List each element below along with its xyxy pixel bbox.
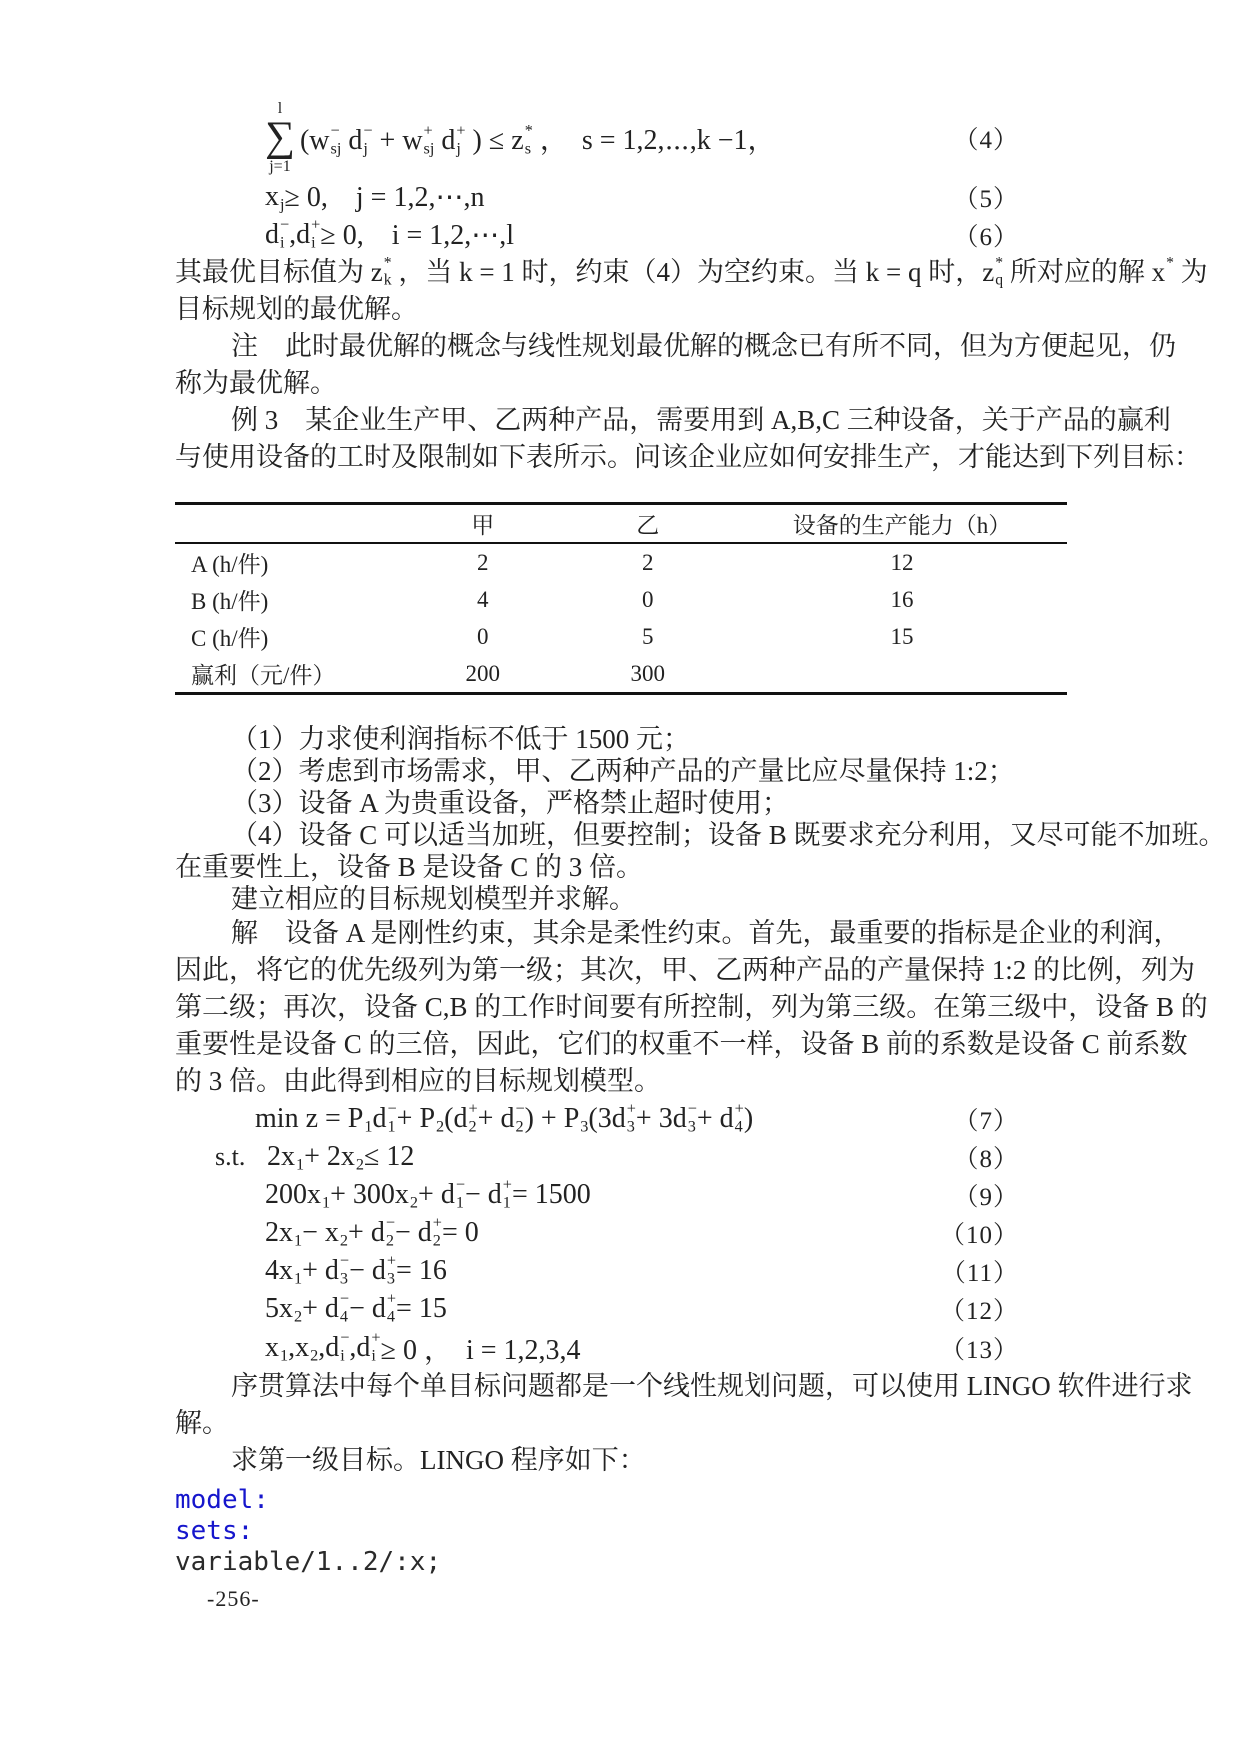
summation-lower-limit: j=1 <box>269 157 291 175</box>
task-statement: 建立相应的目标规划模型并求解。 <box>231 884 636 914</box>
summation-upper-limit: l <box>277 100 283 118</box>
table-cell: 2 <box>476 549 489 575</box>
solution-line-2: 因此，将它的优先级列为第一级；其次，甲、乙两种产品的产量保持 1:2 的比例，列为 <box>175 955 1195 985</box>
solution-line-3: 第二级；再次，设备 C,B 的工作时间要有所控制，列为第三级。在第三级中，设备 B 的 <box>175 992 1208 1022</box>
code-statement-variable: variable/1..2/:x; <box>175 1547 442 1577</box>
equation-9-number: （9） <box>953 1184 1019 1211</box>
equation-11-formula: 4 x 1 + d − 3 − d + 3 = 16 <box>265 1251 447 1288</box>
table-cell: 300 <box>559 655 737 694</box>
equation-10 <box>175 1214 1067 1252</box>
equation-7-number: （7） <box>953 1108 1019 1135</box>
equation-7 <box>175 1100 1067 1138</box>
table-header-yi: 乙 <box>559 504 737 544</box>
equation-10-formula: 2 x 1 − x 2 + d − 2 − d + 2 = 0 <box>265 1213 479 1250</box>
solution-line-4: 重要性是设备 C 的三倍，因此，它们的权重不一样，设备 B 前的系数是设备 C 前系数 <box>175 1029 1188 1059</box>
table-cell: 15 <box>890 623 914 649</box>
equation-5-formula: x j ≥ 0, j = 1,2,⋯,n <box>265 181 485 214</box>
paragraph-note-line-2: 称为最优解。 <box>175 368 337 398</box>
table-cell: 4 <box>476 586 489 612</box>
equation-12 <box>175 1290 1067 1328</box>
paragraph-optimal-line-2: 目标规划的最优解。 <box>175 294 418 324</box>
table-row-label: B (h/件) <box>191 589 269 614</box>
summation-symbol <box>265 100 295 175</box>
table-row-label: C (h/件) <box>191 626 269 651</box>
first-goal-line: 求第一级目标。LINGO 程序如下： <box>231 1445 646 1475</box>
table-header-capacity: 设备的生产能力（h） <box>737 504 1067 544</box>
table-row-label: A (h/件) <box>191 552 269 577</box>
equation-6-number: （6） <box>953 224 1019 251</box>
equation-6-formula: d − i , d + i ≥ 0, i = 1,2,⋯,l <box>265 215 515 252</box>
equation-12-formula: 5 x 2 + d − 4 − d + 4 = 15 <box>265 1289 447 1326</box>
paragraph-optimal-line-1: 其最优目标值为 z * k ，当 k = 1 时，约束（4）为空约束。当 k = q 时， z * q 所对应的解 x * 为 <box>175 254 1208 289</box>
paragraph-example-line-1: 例 3 某企业生产甲、乙两种产品，需要用到 A,B,C 三种设备，关于产品的赢利 <box>231 405 1171 435</box>
equation-11-number: （11） <box>940 1260 1019 1287</box>
table-cell: 0 <box>476 623 489 649</box>
goal-item-3: （3）设备 A 为贵重设备，严格禁止超时使用； <box>231 788 790 818</box>
paragraph-note-line-1: 注 此时最优解的概念与线性规划最优解的概念已有所不同，但为方便起见，仍 <box>231 331 1176 361</box>
solution-line-5: 的 3 倍。由此得到相应的目标规划模型。 <box>175 1066 661 1096</box>
sequential-line-1: 序贯算法中每个单目标问题都是一个线性规划问题，可以使用 LINGO 软件进行求 <box>231 1371 1193 1401</box>
equation-13-number: （13） <box>939 1337 1019 1364</box>
page-content <box>175 98 1226 1612</box>
production-table <box>175 502 1067 695</box>
table-cell <box>737 655 1067 694</box>
table-cell: 2 <box>641 549 654 575</box>
equation-13 <box>175 1328 1067 1368</box>
lingo-code-block <box>175 1485 1067 1578</box>
table-row-label: 赢利（元/件） <box>175 655 407 694</box>
table-header-row <box>175 504 1067 544</box>
equation-9-formula: 200 x 1 + 300 x 2 + d − 1 − d + 1 = 1500 <box>265 1175 591 1212</box>
equation-6 <box>175 216 1067 254</box>
equation-4-number: （4） <box>953 127 1019 154</box>
equation-10-number: （10） <box>939 1222 1019 1249</box>
table-cell: 5 <box>641 623 654 649</box>
page-number: -256- <box>207 1586 260 1611</box>
table-row <box>175 655 1067 694</box>
goal-item-4-continued: 在重要性上，设备 B 是设备 C 的 3 倍。 <box>175 852 644 882</box>
subject-to-label: s.t. <box>215 1142 246 1171</box>
table-row <box>175 618 1067 655</box>
equation-8-formula: 2 x 1 + 2 x 2 ≤ 12 <box>267 1141 415 1174</box>
equation-12-number: （12） <box>939 1298 1019 1325</box>
equation-8-number: （8） <box>953 1146 1019 1173</box>
goal-item-2: （2）考虑到市场需求，甲、乙两种产品的产量比应尽量保持 1:2； <box>231 756 1015 786</box>
equation-13-formula: x 1 , x 2 , d − i , d + i ≥ 0 ， i = 1,2,3,4 <box>265 1328 581 1366</box>
equation-4-formula <box>265 100 776 175</box>
solution-line-1: 解 设备 A 是刚性约束，其余是柔性约束。首先，最重要的指标是企业的利润， <box>231 918 1181 948</box>
table-cell: 0 <box>641 586 654 612</box>
table-header-jia: 甲 <box>407 504 559 544</box>
equation-11 <box>175 1252 1067 1290</box>
equation-9 <box>175 1176 1067 1214</box>
table-cell: 200 <box>407 655 559 694</box>
table-row <box>175 543 1067 581</box>
code-keyword-sets: sets: <box>175 1516 254 1546</box>
table-cell: 12 <box>890 549 914 575</box>
equation-5 <box>175 178 1067 216</box>
code-keyword-model: model: <box>175 1485 269 1515</box>
table-cell: 16 <box>890 586 914 612</box>
equation-4-body: ( w − sj d − j + w + sj d + j ) ≤ z * s ， s = 1,2,⋯,k −1， <box>299 121 776 158</box>
table-header-empty <box>175 504 407 544</box>
table-row <box>175 581 1067 618</box>
paragraph-example-line-2: 与使用设备的工时及限制如下表所示。问该企业应如何安排生产，才能达到下列目标： <box>175 442 1201 472</box>
goal-item-4: （4）设备 C 可以适当加班，但要控制；设备 B 既要求充分利用，又尽可能不加班。 <box>231 820 1226 850</box>
equation-8 <box>175 1138 1067 1176</box>
equation-7-formula: min z = P 1 d − 1 + P 2 ( d + 2 + d − 2 ) + P 3 (3 d + 3 + 3 d − 3 + d + 4 ) <box>255 1099 754 1136</box>
sequential-line-2: 解。 <box>175 1408 229 1438</box>
equation-4 <box>175 98 1067 178</box>
goal-item-1: （1）力求使利润指标不低于 1500 元； <box>231 724 690 754</box>
equation-5-number: （5） <box>953 186 1019 213</box>
sigma-icon: ∑ <box>265 114 295 161</box>
